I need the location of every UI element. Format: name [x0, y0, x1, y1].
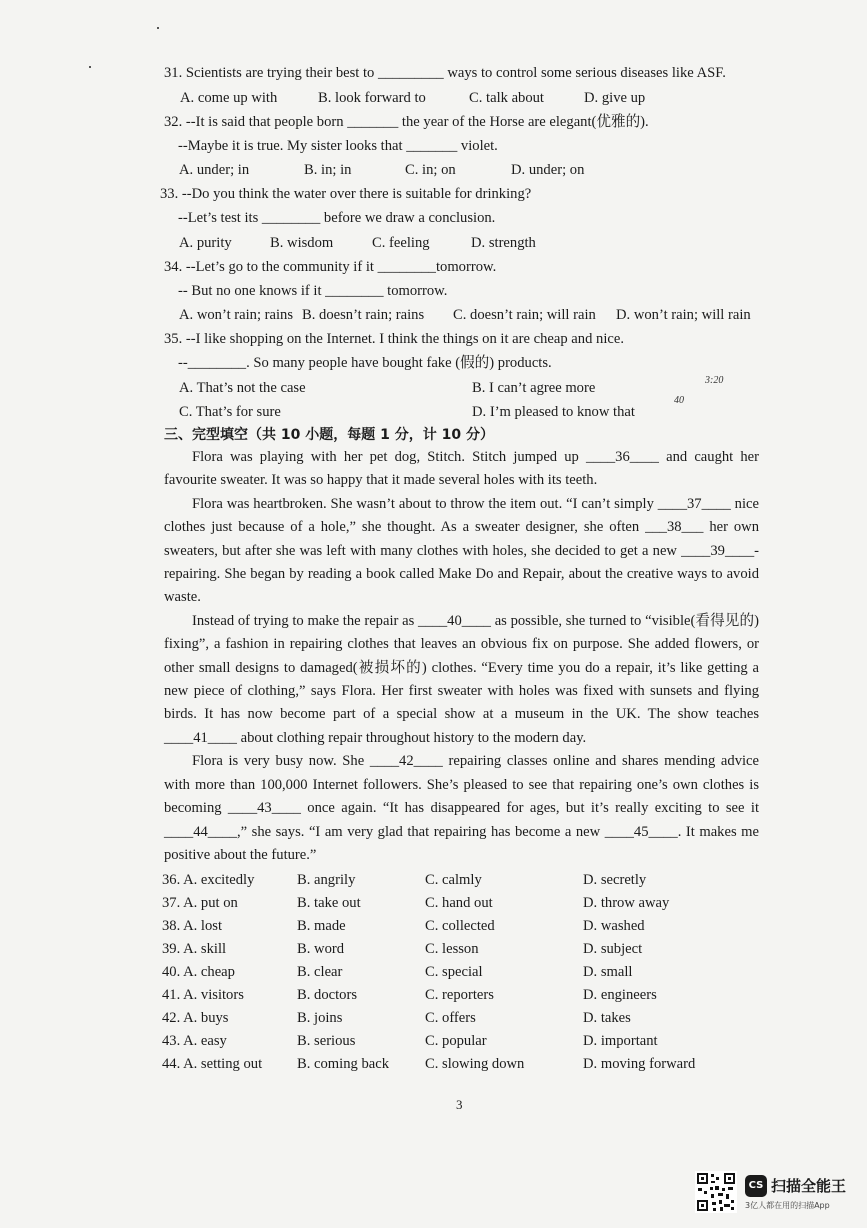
section-3-title: 三、完型填空（共 10 小题，每题 1 分，计 10 分） [164, 427, 494, 443]
handwritten-note-time: 3:20 [705, 375, 724, 386]
choice-37-d: D. throw away [583, 895, 670, 911]
q34-stem-2: -- But no one knows if it ________ tomorrow. [178, 283, 448, 299]
choice-44-c: C. slowing down [425, 1056, 525, 1072]
page-number: 3 [456, 1097, 463, 1112]
passage-paragraph-2: Flora was heartbroken. She wasn’t about to throw the item out. “I can’t simply ____37____ nice clothes just because of a hole,” she thought. As a sweater designer, she often ___38___ her own sweaters, but after she was left with many clothes with holes, she decided to get a new ____39____-repairing. She began by reading a book called Make Do and Repair, about the creative ways to avoid waste. [164, 495, 759, 606]
q35-option-d: D. I’m pleased to know that [472, 404, 635, 420]
scan-speck [89, 66, 91, 68]
choice-42-b: B. joins [297, 1010, 343, 1026]
q34-option-d: D. won’t rain; will rain [616, 307, 751, 323]
choice-39-b: B. word [297, 941, 345, 957]
q32-stem-1: 32. --It is said that people born _______ the year of the Horse are elegant(优雅的). [164, 114, 649, 130]
choice-44-d: D. moving forward [583, 1056, 696, 1072]
choice-44-b: B. coming back [297, 1056, 390, 1072]
choice-41-a: 41. A. visitors [162, 987, 244, 1003]
choice-40-c: C. special [425, 964, 483, 980]
choice-43-d: D. important [583, 1033, 658, 1049]
choice-41-d: D. engineers [583, 987, 657, 1003]
q35-stem-1: 35. --I like shopping on the Internet. I think the things on it are cheap and nice. [164, 331, 624, 347]
choice-43-a: 43. A. easy [162, 1033, 227, 1049]
q34-stem-1: 34. --Let’s go to the community if it ________tomorrow. [164, 259, 497, 275]
choice-38-b: B. made [297, 918, 346, 934]
q31-option-c: C. talk about [469, 90, 544, 106]
choice-42-c: C. offers [425, 1010, 476, 1026]
scanner-watermark [695, 1171, 855, 1215]
choice-36-d: D. secretly [583, 872, 647, 888]
q32-stem-2: --Maybe it is true. My sister looks that _______ violet. [178, 138, 498, 154]
q33-option-c: C. feeling [372, 235, 430, 251]
q31-stem: 31. Scientists are trying their best to _________ ways to control some serious diseases like ASF. [164, 65, 726, 81]
choice-40-b: B. clear [297, 964, 343, 980]
choice-39-a: 39. A. skill [162, 941, 227, 957]
choice-41-b: B. doctors [297, 987, 357, 1003]
passage-paragraph-1: Flora was playing with her pet dog, Stitch. Stitch jumped up ____36____ and caught her favourite sweater. It was so happy that it made several holes with its teeth. [164, 449, 759, 489]
scan-speck [157, 27, 159, 29]
choice-39-d: D. subject [583, 941, 643, 957]
choice-42-d: D. takes [583, 1010, 631, 1026]
app-name: 扫描全能王 [771, 1177, 847, 1195]
q32-option-a: A. under; in [179, 162, 250, 178]
q33-option-d: D. strength [471, 235, 536, 251]
choice-42-a: 42. A. buys [162, 1010, 229, 1026]
choice-36-c: C. calmly [425, 872, 482, 888]
q31-option-d: D. give up [584, 90, 646, 106]
choice-36-a: 36. A. excitedly [162, 872, 255, 888]
q33-option-a: A. purity [179, 235, 232, 251]
qr-code-icon [695, 1171, 737, 1213]
q32-option-c: C. in; on [405, 162, 456, 178]
q32-option-d: D. under; on [511, 162, 585, 178]
choice-37-c: C. hand out [425, 895, 493, 911]
choice-37-b: B. take out [297, 895, 361, 911]
choice-38-c: C. collected [425, 918, 495, 934]
app-tagline: 3亿人都在用的扫描App [745, 1201, 830, 1210]
q34-option-b: B. doesn’t rain; rains [302, 307, 425, 323]
choice-38-a: 38. A. lost [162, 918, 223, 934]
q31-option-a: A. come up with [180, 90, 278, 106]
q35-option-b: B. I can’t agree more [472, 380, 596, 396]
passage-paragraph-3: Instead of trying to make the repair as ____40____ as possible, she turned to “visible(看得见的) fixing”, a fashion in repairing clothes that leaves an obvious fix on purpose. She added flowers, or other small designs to damaged(被损坏的) clothes. “Every time you do a repair, it’s like getting a new piece of clothing,” says Flora. Her first sweater with holes was fixed with sunsets and flying birds. It has now become part of a special show at a museum in the UK. The show teaches ____41____ about clothing repair throughout history to the modern day. [164, 612, 759, 746]
choice-40-a: 40. A. cheap [162, 964, 235, 980]
q35-option-c: C. That’s for sure [179, 404, 281, 420]
choice-41-c: C. reporters [425, 987, 494, 1003]
q33-option-b: B. wisdom [270, 235, 334, 251]
q31-option-b: B. look forward to [318, 90, 426, 106]
passage-paragraph-4: Flora is very busy now. She ____42____ repairing classes online and shares mending advice with more than 100,000 Internet followers. She’s pleased to see that repairing one’s own clothes is becoming ____43____ once again. “It has disappeared for ages, but it’s really exciting to see it ____44____,” she says. “I am very glad that repairing has become a new ____45____. It makes me positive about the future.” [164, 753, 759, 863]
q33-stem-2: --Let’s test its ________ before we draw a conclusion. [178, 210, 496, 226]
q32-option-b: B. in; in [304, 162, 352, 178]
choice-37-a: 37. A. put on [162, 895, 238, 911]
choice-43-c: C. popular [425, 1033, 487, 1049]
cloze-passage [164, 446, 759, 867]
q35-option-a: A. That’s not the case [179, 380, 306, 396]
choice-38-d: D. washed [583, 918, 645, 934]
choice-40-d: D. small [583, 964, 633, 980]
choice-44-a: 44. A. setting out [162, 1056, 263, 1072]
choice-43-b: B. serious [297, 1033, 356, 1049]
q34-option-a: A. won’t rain; rains [179, 307, 294, 323]
handwritten-note-score: 40 [674, 395, 684, 406]
q33-stem-1: 33. --Do you think the water over there is suitable for drinking? [160, 186, 532, 202]
q34-option-c: C. doesn’t rain; will rain [453, 307, 596, 323]
camscanner-logo-icon: CS [745, 1175, 767, 1197]
choice-36-b: B. angrily [297, 872, 356, 888]
choice-39-c: C. lesson [425, 941, 479, 957]
q35-stem-2: --________. So many people have bought fake (假的) products. [178, 355, 552, 371]
